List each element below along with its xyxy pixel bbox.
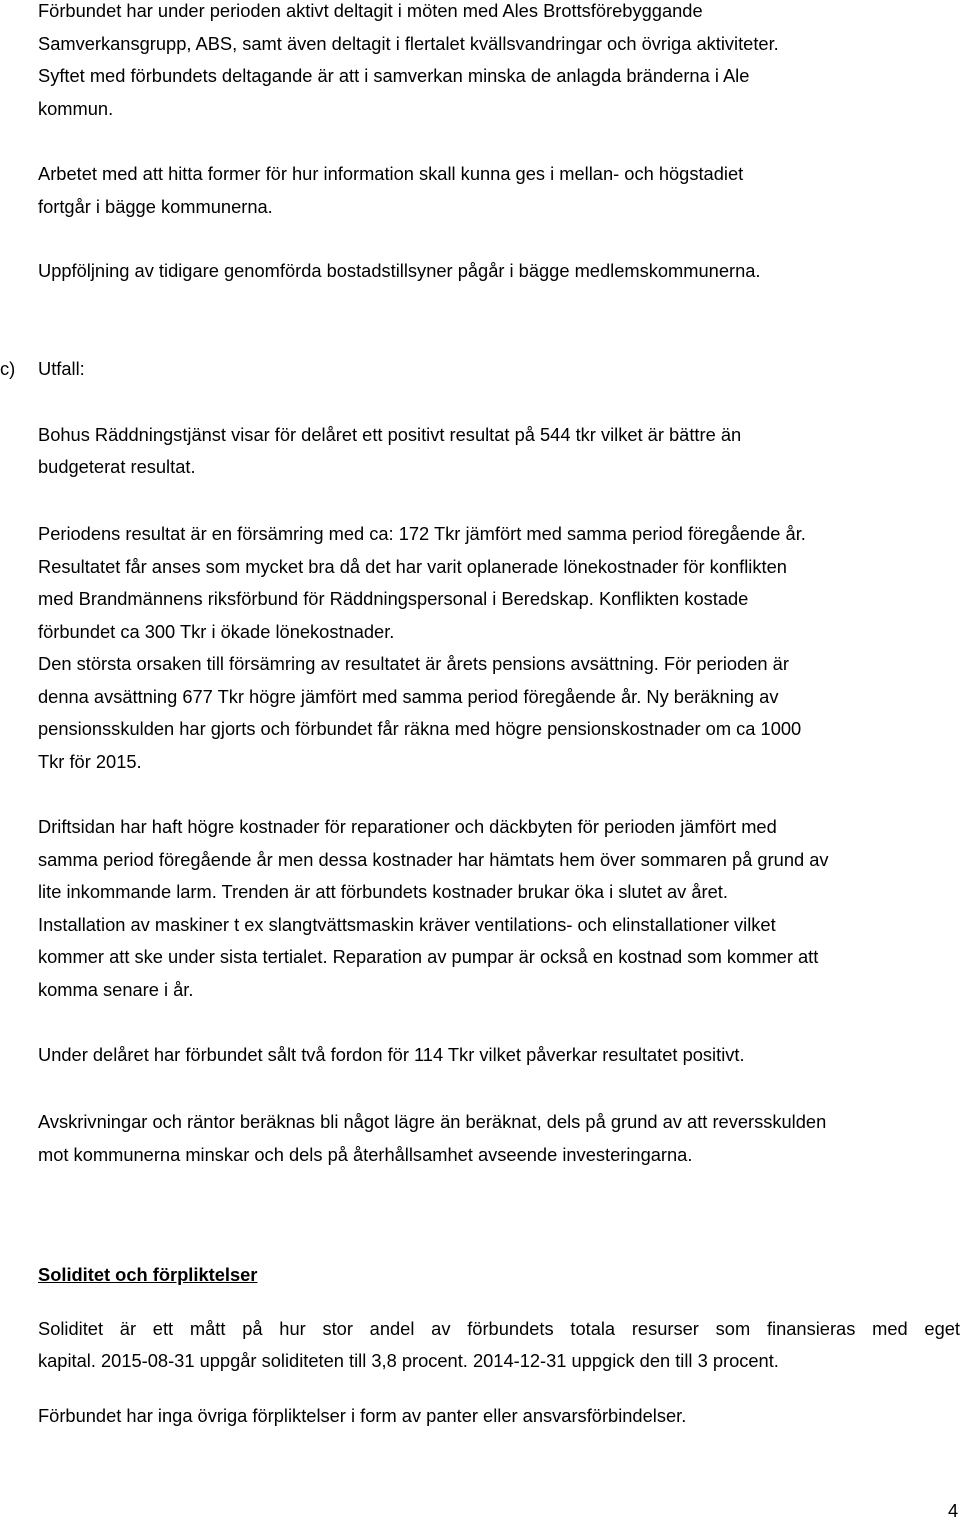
text-line: Bohus Räddningstjänst visar för delåret ett positivt resultat på 544 tkr vilket är bättre än — [38, 424, 742, 445]
text-line: Arbetet med att hitta former för hur information skall kunna ges i mellan- och högstadiet — [38, 163, 744, 184]
text-line: Driftsidan har haft högre kostnader för reparationer och däckbyten för perioden jämfört med — [38, 816, 777, 837]
section-title: Utfall: — [38, 358, 85, 379]
text-line: förbundet ca 300 Tkr i ökade lönekostnader. — [38, 621, 395, 642]
text-line: budgeterat resultat. — [38, 456, 196, 477]
text-line: kommun. — [38, 98, 114, 119]
text-line: Soliditet är ett mått på hur stor andel av förbundets totala resurser som finansieras med eget — [38, 1318, 960, 1339]
text-line: lite inkommande larm. Trenden är att förbundets kostnader brukar öka i slutet av året. — [38, 881, 728, 902]
text-line: mot kommunerna minskar och dels på återhållsamhet avseende investeringarna. — [38, 1144, 693, 1165]
page-number: 4 — [948, 1500, 959, 1521]
text-line: samma period föregående år men dessa kostnader har hämtats hem över sommaren på grund av — [38, 849, 829, 870]
text-line: Periodens resultat är en försämring med ca: 172 Tkr jämfört med samma period föregående år. — [38, 523, 806, 544]
text-line: med Brandmännens riksförbund för Räddningspersonal i Beredskap. Konflikten kostade — [38, 588, 749, 609]
text-line: Avskrivningar och räntor beräknas bli något lägre än beräknat, dels på grund av att reversskulden — [38, 1111, 827, 1132]
text-line: fortgår i bägge kommunerna. — [38, 196, 273, 217]
text-line: Samverkansgrupp, ABS, samt även deltagit i flertalet kvällsvandringar och övriga aktiviteter. — [38, 33, 779, 54]
text-line: Förbundet har inga övriga förpliktelser i form av panter eller ansvarsförbindelser. — [38, 1405, 687, 1426]
text-line: Tkr för 2015. — [38, 751, 142, 772]
text-line: Installation av maskiner t ex slangtvättsmaskin kräver ventilations- och elinstallationer vilket — [38, 914, 776, 935]
list-marker: c) — [0, 358, 16, 379]
text-line: kapital. 2015-08-31 uppgår soliditeten till 3,8 procent. 2014-12-31 uppgick den till 3 procent. — [38, 1350, 779, 1371]
text-line: Syftet med förbundets deltagande är att i samverkan minska de anlagda bränderna i Ale — [38, 65, 750, 86]
text-line: Resultatet får anses som mycket bra då det har varit oplanerade lönekostnader för konflikten — [38, 556, 787, 577]
text-line: Under delåret har förbundet sålt två fordon för 114 Tkr vilket påverkar resultatet positivt. — [38, 1044, 745, 1065]
text-line: komma senare i år. — [38, 979, 194, 1000]
text-line: Den största orsaken till försämring av resultatet är årets pensions avsättning. För perioden är — [38, 653, 789, 674]
text-line: pensionsskulden har gjorts och förbundet får räkna med högre pensionskostnader om ca 1000 — [38, 718, 802, 739]
text-line: Förbundet har under perioden aktivt deltagit i möten med Ales Brottsförebyggande — [38, 0, 703, 21]
text-line: denna avsättning 677 Tkr högre jämfört med samma period föregående år. Ny beräkning av — [38, 686, 779, 707]
text-line: Uppföljning av tidigare genomförda bostadstillsyner pågår i bägge medlemskommunerna. — [38, 260, 761, 281]
section-heading-soliditet: Soliditet och förpliktelser — [38, 1264, 258, 1285]
text-line: kommer att ske under sista tertialet. Reparation av pumpar är också en kostnad som kommer att — [38, 946, 819, 967]
